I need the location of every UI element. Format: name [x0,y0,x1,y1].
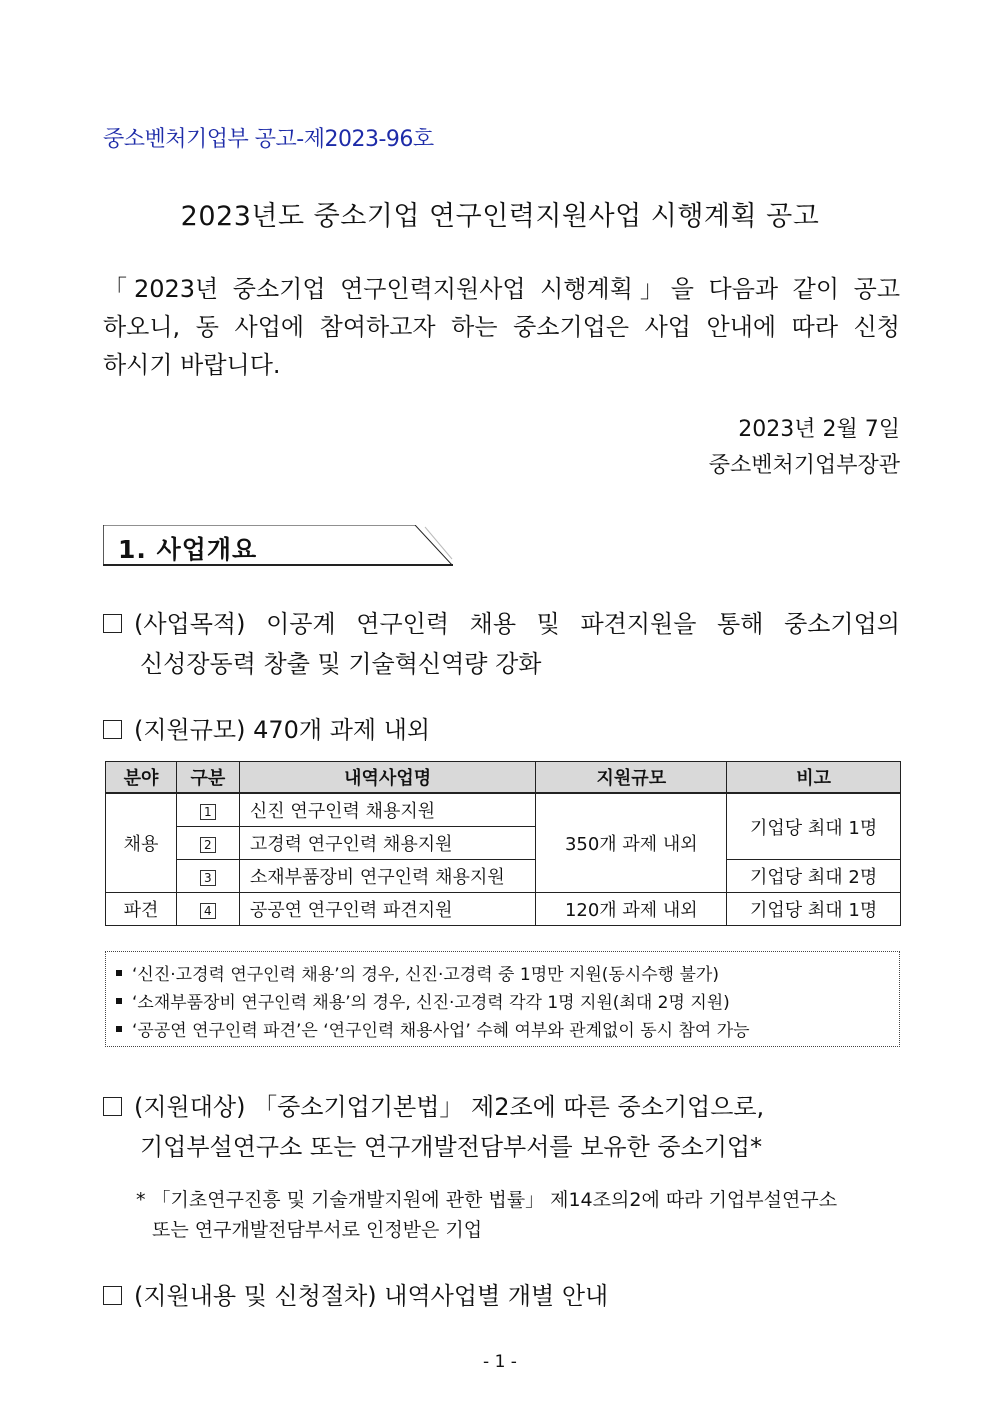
intro-line-2: 하오니, 동 사업에 참여하고자 하는 중소기업은 사업 안내에 따라 신청 [103,313,900,341]
table-header-row [106,762,901,794]
row-number [176,893,239,926]
note-item [116,960,719,985]
row-number [176,793,239,827]
footnote-line-2: 또는 연구개발전담부서로 인정받은 기업 [152,1219,483,1241]
checkbox-icon [103,614,122,633]
notes-box [105,951,900,1047]
program-name: 공공연 연구인력 파견지원 [239,893,536,926]
row-number-box: 1 [200,804,216,820]
field-dispatch: 파견 [106,893,177,926]
header-program: 내역사업명 [239,762,536,794]
note-text: ‘소재부품장비 연구인력 채용’의 경우, 신진·고경력 각각 1명 지원(최대 2명 지원) [132,993,730,1013]
note-text: ‘신진·고경력 연구인력 채용’의 경우, 신진·고경력 중 1명만 지원(동시수행 불가) [132,965,719,985]
remark-3: 기업당 최대 1명 [727,893,901,926]
row-number-box: 4 [200,903,216,919]
note-item [116,988,730,1013]
target-line-1 [103,1087,764,1127]
row-number [176,827,239,860]
checkbox-icon [103,720,122,739]
content-text: (지원내용 및 신청절차) 내역사업별 개별 안내 [134,1282,609,1310]
signature: 중소벤처기업부장관 [708,453,900,478]
purpose-text-1: (사업목적) 이공계 연구인력 채용 및 파견지원을 통해 중소기업의 [134,610,900,638]
scale-line [103,710,430,750]
purpose-line-2: 신성장동력 창출 및 기술혁신역량 강화 [140,650,542,678]
remark-2: 기업당 최대 2명 [727,860,901,893]
target-line-2: 기업부설연구소 또는 연구개발전담부서를 보유한 중소기업* [140,1133,763,1161]
program-name: 신진 연구인력 채용지원 [239,793,536,827]
note-text: ‘공공연 연구인력 파견’은 ‘연구인력 채용사업’ 수혜 여부와 관계없이 동시 참여 가능 [132,1021,750,1041]
bullet-icon [116,970,122,976]
table-row [106,860,901,893]
header-type: 구분 [176,762,239,794]
checkbox-icon [103,1097,122,1116]
page-number: - 1 - [483,1352,517,1372]
notice-number: 중소벤처기업부 공고-제2023-96호 [103,127,434,152]
bullet-icon [116,998,122,1004]
purpose-line-1 [103,604,900,644]
row-number-box: 2 [200,837,216,853]
table-row [106,893,901,926]
table-row [106,793,901,827]
remark-1: 기업당 최대 1명 [727,793,901,860]
header-field: 분야 [106,762,177,794]
program-table [105,761,901,926]
note-item [116,1016,750,1041]
scale-dispatch: 120개 과제 내외 [536,893,727,926]
content-line [103,1276,608,1316]
row-number [176,860,239,893]
field-hire: 채용 [106,793,177,893]
scale-hire: 350개 과제 내외 [536,793,727,893]
section-title: 1. 사업개요 [118,535,258,564]
target-text-1: (지원대상) 「중소기업기본법」 제2조에 따른 중소기업으로, [134,1093,765,1121]
header-scale: 지원규모 [536,762,727,794]
bullet-icon [116,1026,122,1032]
intro-line-1: 「2023년 중소기업 연구인력지원사업 시행계획」을 다음과 같이 공고 [103,275,900,303]
footnote-line-1: * 「기초연구진흥 및 기술개발지원에 관한 법률」 제14조의2에 따라 기업부설연구소 [136,1189,838,1211]
notice-date: 2023년 2월 7일 [738,417,900,442]
intro-line-3: 하시기 바랍니다. [103,351,281,379]
scale-text: (지원규모) 470개 과제 내외 [134,716,431,744]
document-title: 2023년도 중소기업 연구인력지원사업 시행계획 공고 [180,201,820,232]
checkbox-icon [103,1286,122,1305]
row-number-box: 3 [200,870,216,886]
program-name: 소재부품장비 연구인력 채용지원 [239,860,536,893]
program-name: 고경력 연구인력 채용지원 [239,827,536,860]
header-remark: 비고 [727,762,901,794]
